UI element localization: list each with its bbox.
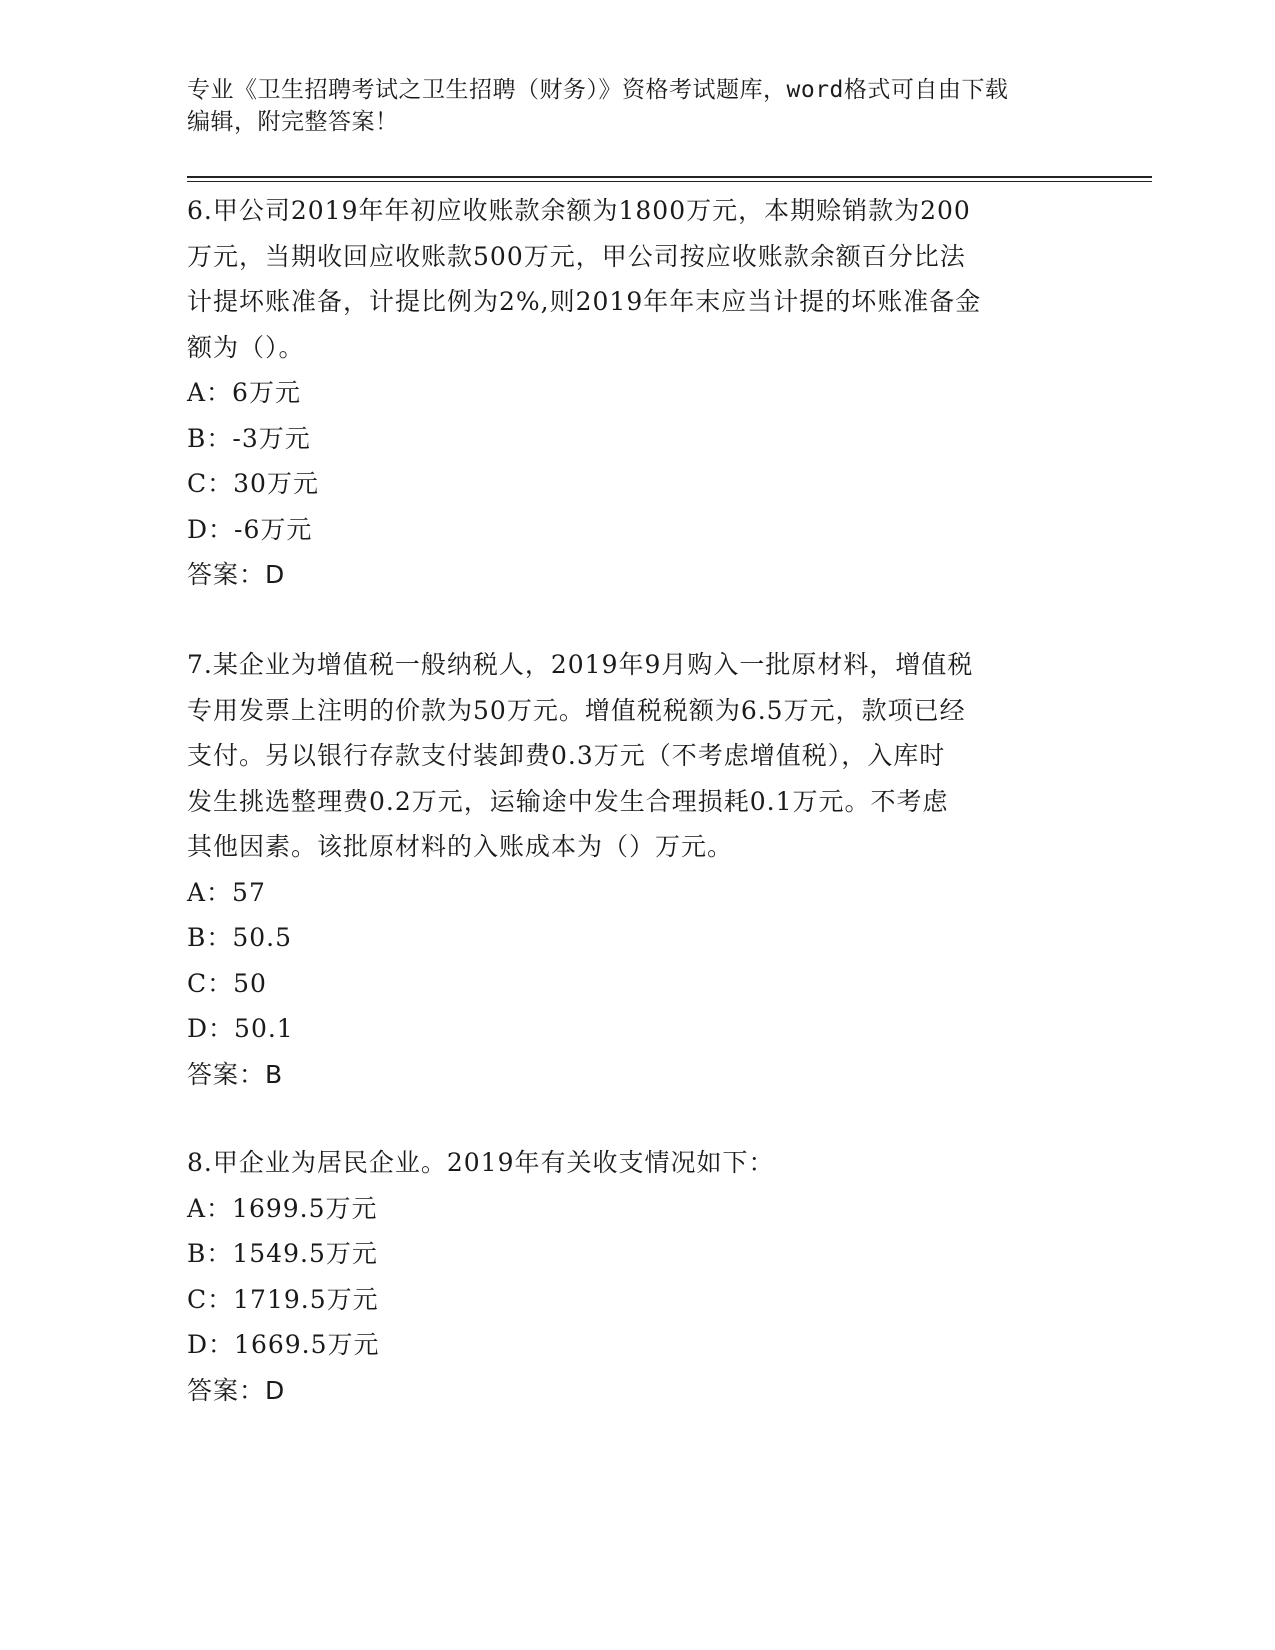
answer-line: 答案：B xyxy=(187,1059,284,1089)
question-stem-line: 计提坏账准备，计提比例为2%,则2019年年末应当计提的坏账准备金 xyxy=(187,287,982,316)
question-stem-line: 万元，当期收回应收账款500万元，甲公司按应收账款余额百分比法 xyxy=(187,241,966,271)
question-stem-line: 发生挑选整理费0.2万元，运输途中发生合理损耗0.1万元。不考虑 xyxy=(187,786,949,816)
option-a: A：1699.5万元 xyxy=(187,1193,378,1223)
question-stem-line: 6.甲公司2019年年初应收账款余额为1800万元，本期赊销款为200 xyxy=(187,196,971,225)
option-b: B：1549.5万元 xyxy=(187,1239,378,1268)
header-divider-thin xyxy=(187,181,1152,182)
question-stem-line: 额为（）。 xyxy=(187,332,305,362)
question-stem-line: 其他因素。该批原材料的入账成本为（）万元。 xyxy=(187,832,734,861)
question-7 xyxy=(187,642,1067,1097)
option-d: D：50.1 xyxy=(187,1014,294,1043)
question-6 xyxy=(187,188,1067,598)
option-d: D：1669.5万元 xyxy=(187,1330,380,1359)
option-b: B：50.5 xyxy=(187,923,293,952)
question-8 xyxy=(187,1140,1067,1413)
option-a: A：6万元 xyxy=(187,378,301,407)
question-stem-line: 7.某企业为增值税一般纳税人，2019年9月购入一批原材料，增值税 xyxy=(187,650,974,679)
option-b: B：-3万元 xyxy=(187,423,311,453)
question-stem-line: 专用发票上注明的价款为50万元。增值税税额为6.5万元，款项已经 xyxy=(187,695,966,725)
answer-line: 答案：D xyxy=(187,1375,286,1405)
header-divider-thick xyxy=(187,176,1152,178)
header-line-2: 编辑，附完整答案！ xyxy=(187,109,399,135)
option-c: C：1719.5万元 xyxy=(187,1284,379,1314)
question-stem-line: 支付。另以银行存款支付装卸费0.3万元（不考虑增值税），入库时 xyxy=(187,741,946,770)
header-line-1: 专业《卫生招聘考试之卫生招聘（财务）》资格考试题库，word格式可自由下载 xyxy=(187,77,1009,103)
answer-line: 答案：D xyxy=(187,560,286,589)
option-c: C：50 xyxy=(187,968,267,998)
document-header xyxy=(187,74,1087,138)
option-a: A：57 xyxy=(187,877,266,907)
option-c: C：30万元 xyxy=(187,469,319,498)
option-d: D：-6万元 xyxy=(187,514,313,544)
question-stem-line: 8.甲企业为居民企业。2019年有关收支情况如下： xyxy=(187,1148,775,1177)
